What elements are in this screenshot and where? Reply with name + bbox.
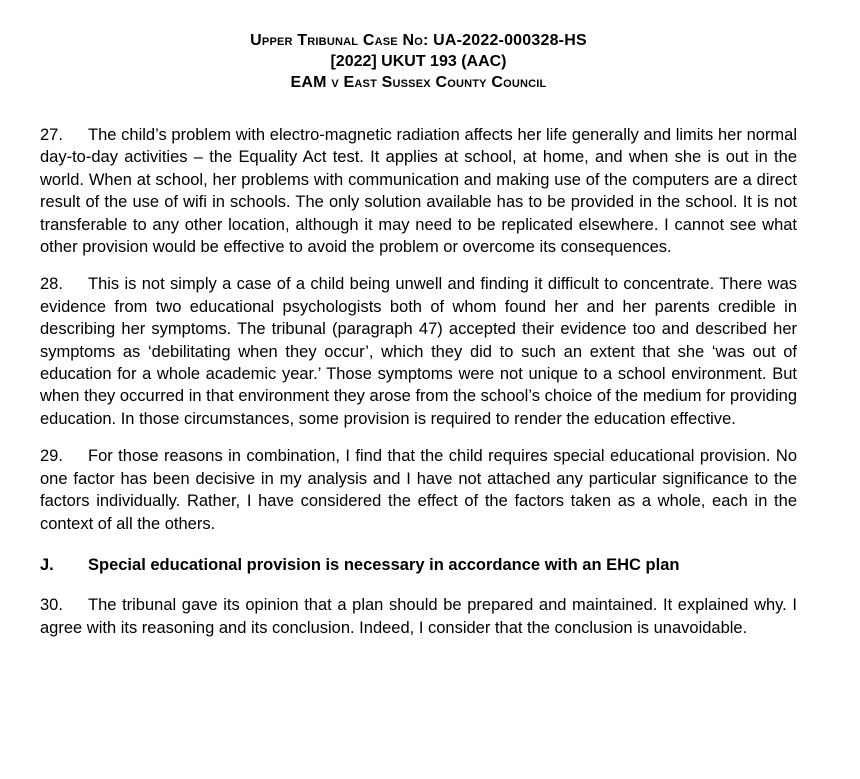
section-heading-j bbox=[40, 554, 796, 576]
paragraph-28-text: This is not simply a case of a child being unwell and finding it difficult to concentrate. There was evidence from two educational psychologists both of whom found her and her parents credible in describing her symptoms. The tribunal (paragraph 47) accepted their evidence too and described her symptoms as ‘debilitating when they occur’, which they did to such an extent that she ‘was out of education for a whole academic year.’ Those symptoms were not unique to a school environment. But when they occurred in that environment they arose from the school’s choice of the medium for providing education. In those circumstances, some provision is required to render the education effective. bbox=[40, 275, 797, 428]
case-number-line: Upper Tribunal Case No: UA-2022-000328-HS bbox=[250, 32, 587, 49]
judgment-body bbox=[40, 124, 797, 639]
paragraph-30 bbox=[40, 594, 797, 639]
section-heading-letter: J. bbox=[40, 555, 54, 574]
paragraph-27 bbox=[40, 124, 797, 258]
paragraph-27-number: 27. bbox=[40, 126, 63, 144]
section-heading-text: Special educational provision is necessary in accordance with an EHC plan bbox=[88, 555, 680, 574]
document-header bbox=[40, 30, 797, 93]
paragraph-29-number: 29. bbox=[40, 447, 63, 466]
citation-line: [2022] UKUT 193 (AAC) bbox=[330, 53, 507, 70]
paragraph-28 bbox=[40, 273, 797, 430]
paragraph-28-number: 28. bbox=[40, 275, 63, 294]
paragraph-30-number: 30. bbox=[40, 596, 63, 615]
paragraph-29-text: For those reasons in combination, I find that the child requires special educational provision. No one factor has been decisive in my analysis and I have not attached any particular significance to the factors individually. Rather, I have considered the effect of the factors taken as a whole, each in the context of all the others. bbox=[40, 447, 797, 533]
case-title-line: EAM v East Sussex County Council bbox=[290, 74, 547, 91]
document-page bbox=[40, 30, 797, 639]
paragraph-29 bbox=[40, 445, 797, 535]
paragraph-27-text: The child’s problem with electro-magnetic radiation affects her life generally and limits her normal day-to-day activities – the Equality Act test. It applies at school, at home, and when she is out in the world. When at school, her problems with communication and making use of the computers are a direct result of the use of wifi in schools. The only solution available has to be provided in the school. It is not transferable to any other location, although it may need to be replicated elsewhere. I cannot see what other provision would be effective to avoid the problem or overcome its consequences. bbox=[40, 126, 797, 257]
paragraph-30-text: The tribunal gave its opinion that a plan should be prepared and maintained. It explained why. I agree with its reasoning and its conclusion. Indeed, I consider that the conclusion is unavoidable. bbox=[40, 596, 797, 637]
